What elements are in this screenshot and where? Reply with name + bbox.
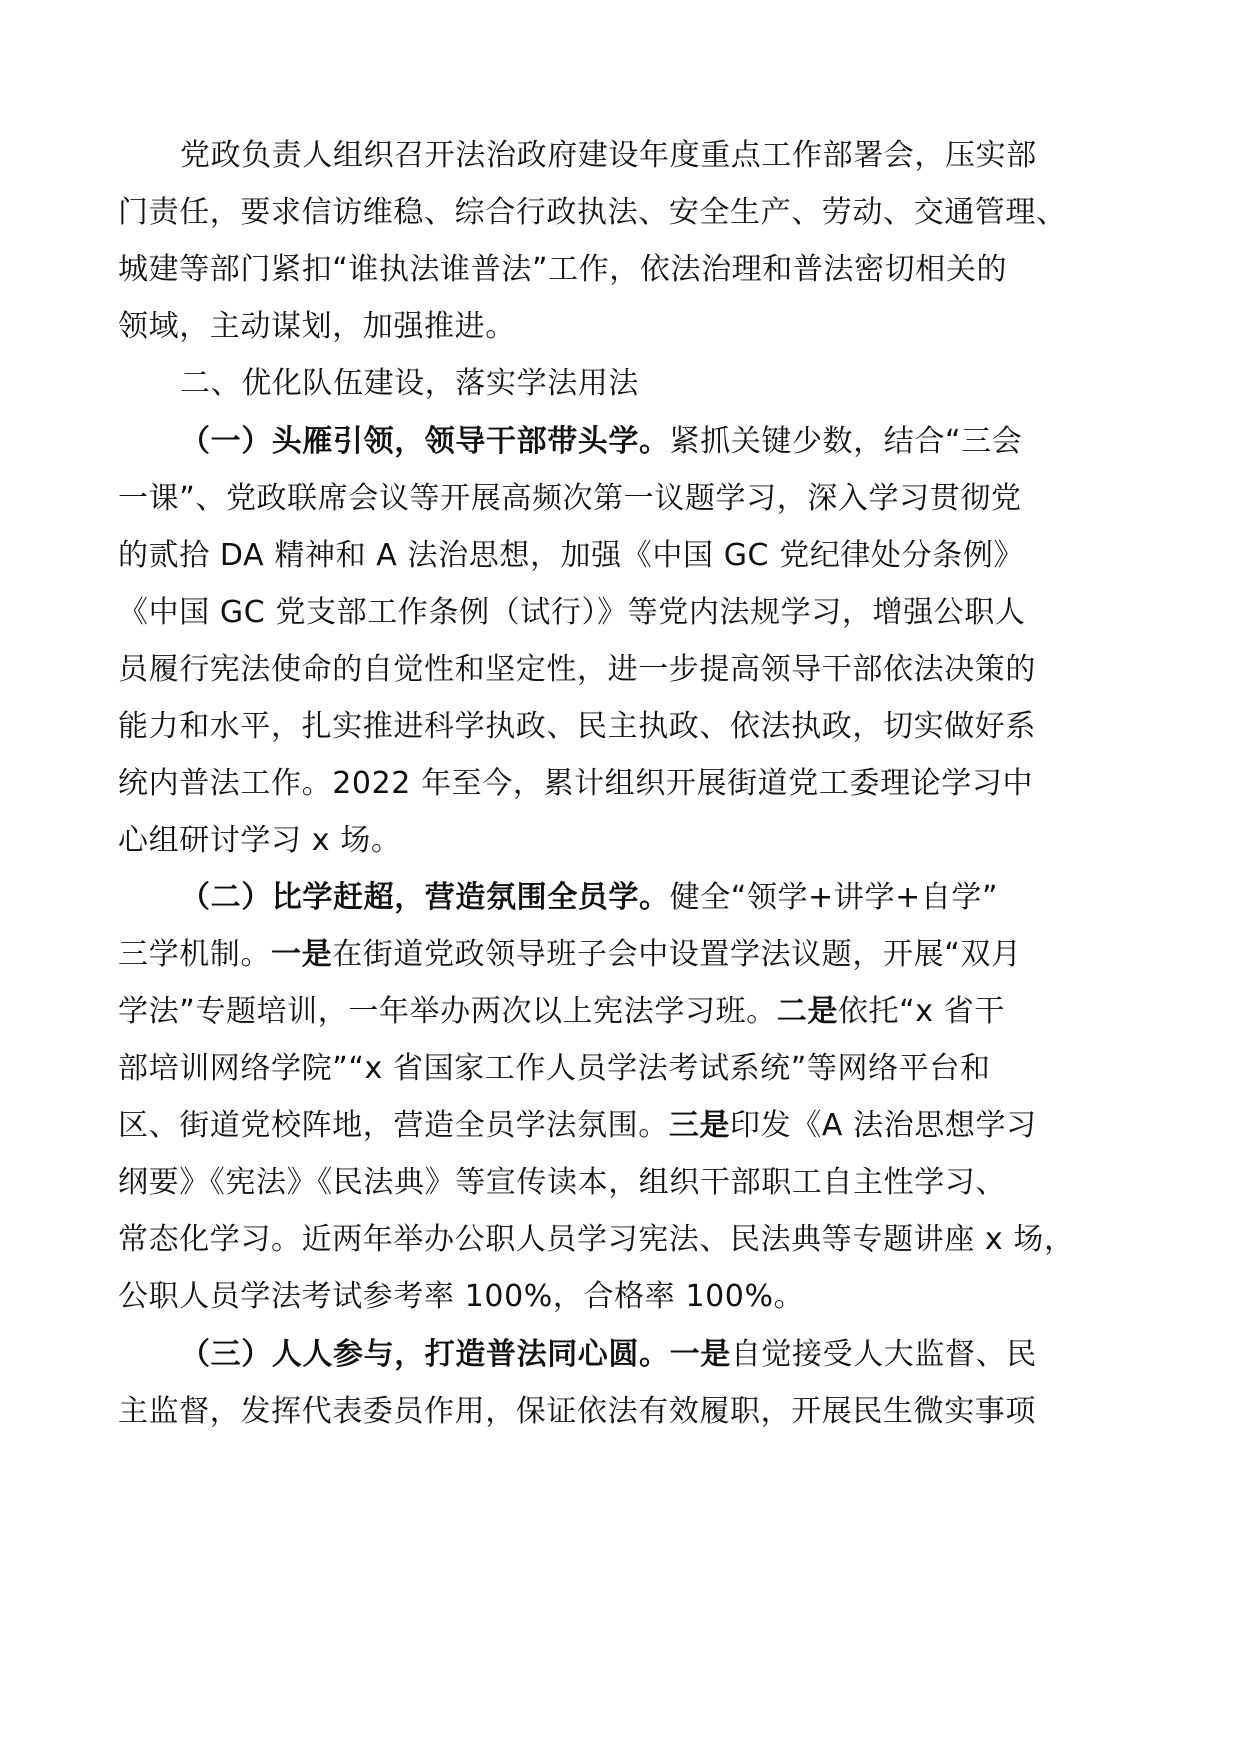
paragraph-line: 能力和水平，扎实推进科学执政、民主执政、依法执政，切实做好系 xyxy=(118,709,1036,744)
paragraph-line: 统内普法工作。2022 年至今，累计组织开展街道党工委理论学习中 xyxy=(118,766,1034,801)
enumeration-marker: 一是 xyxy=(271,937,333,972)
paragraph-text: 三学机制。 xyxy=(118,937,271,972)
subsection-first-line xyxy=(180,1323,1037,1387)
paragraph-text: 自觉接受人大监督、民 xyxy=(730,1337,1037,1372)
paragraph-line: 门责任，要求信访维稳、综合行政执法、安全生产、劳动、交通管理、 xyxy=(118,195,1067,230)
enumeration-marker: 一是 xyxy=(669,1337,731,1372)
paragraph-line: 城建等部门紧扣“谁执法谁普法”工作，依法治理和普法密切相关的 xyxy=(118,252,1008,287)
paragraph-line: 心组研讨学习 x 场。 xyxy=(118,823,402,858)
paragraph-line: 领域，主动谋划，加强推进。 xyxy=(118,309,516,344)
paragraph-line: 纲要》《宪法》《民法典》等宣传读本，组织干部职工自主性学习、 xyxy=(118,1165,1006,1200)
paragraph-text: 健全“领学+讲学+自学” xyxy=(669,880,999,915)
paragraph-line xyxy=(118,980,1005,1044)
paragraph-line: 常态化学习。近两年举办公职人员学习宪法、民法典等专题讲座 x 场， xyxy=(118,1222,1075,1257)
enumeration-marker: 二是 xyxy=(776,994,838,1029)
paragraph-line: 主监督，发挥代表委员作用，保证依法有效履职，开展民生微实事项 xyxy=(118,1394,1036,1429)
paragraph-line: 员履行宪法使命的自觉性和坚定性，进一步提高领导干部依法决策的 xyxy=(118,652,1036,687)
paragraph-text: 紧抓关键少数，结合“三会 xyxy=(669,424,1023,459)
paragraph-line: 党政负责人组织召开法治政府建设年度重点工作部署会，压实部 xyxy=(180,138,1037,173)
paragraph-text: 区、街道党校阵地，营造全员学法氛围。 xyxy=(118,1108,669,1143)
paragraph-line: 的贰拾 DA 精神和 A 法治思想，加强《中国 GC 党纪律处分条例》 xyxy=(118,538,1025,573)
paragraph-text: 在街道党政领导班子会中设置学法议题，开展“双月 xyxy=(332,937,1022,972)
enumeration-marker: 三是 xyxy=(668,1108,731,1143)
paragraph-text: 依托“x 省干 xyxy=(837,994,1005,1029)
subsection-first-line xyxy=(180,410,1022,474)
paragraph-line xyxy=(118,923,1022,987)
paragraph-text: 学法”专题培训，一年举办两次以上宪法学习班。 xyxy=(118,994,777,1029)
paragraph-line: 公职人员学法考试参考率 100%，合格率 100%。 xyxy=(118,1279,805,1314)
subsection-title: （一）头雁引领，领导干部带头学。 xyxy=(180,424,670,459)
section-heading: 二、优化队伍建设，落实学法用法 xyxy=(180,366,639,401)
paragraph-line: 《中国 GC 党支部工作条例（试行）》等党内法规学习，增强公职人 xyxy=(118,595,1026,630)
subsection-title: （三）人人参与，打造普法同心圆。 xyxy=(180,1337,670,1372)
paragraph-text: 印发《A 法治思想学习 xyxy=(730,1108,1037,1143)
subsection-first-line xyxy=(180,866,998,930)
paragraph-line: 部培训网络学院”“x 省国家工作人员学法考试系统”等网络平台和 xyxy=(118,1051,991,1086)
paragraph-line xyxy=(118,1094,1037,1158)
subsection-title: （二）比学赶超，营造氛围全员学。 xyxy=(180,880,670,915)
paragraph-line: 一课”、党政联席会议等开展高频次第一议题学习，深入学习贯彻党 xyxy=(118,481,1022,516)
